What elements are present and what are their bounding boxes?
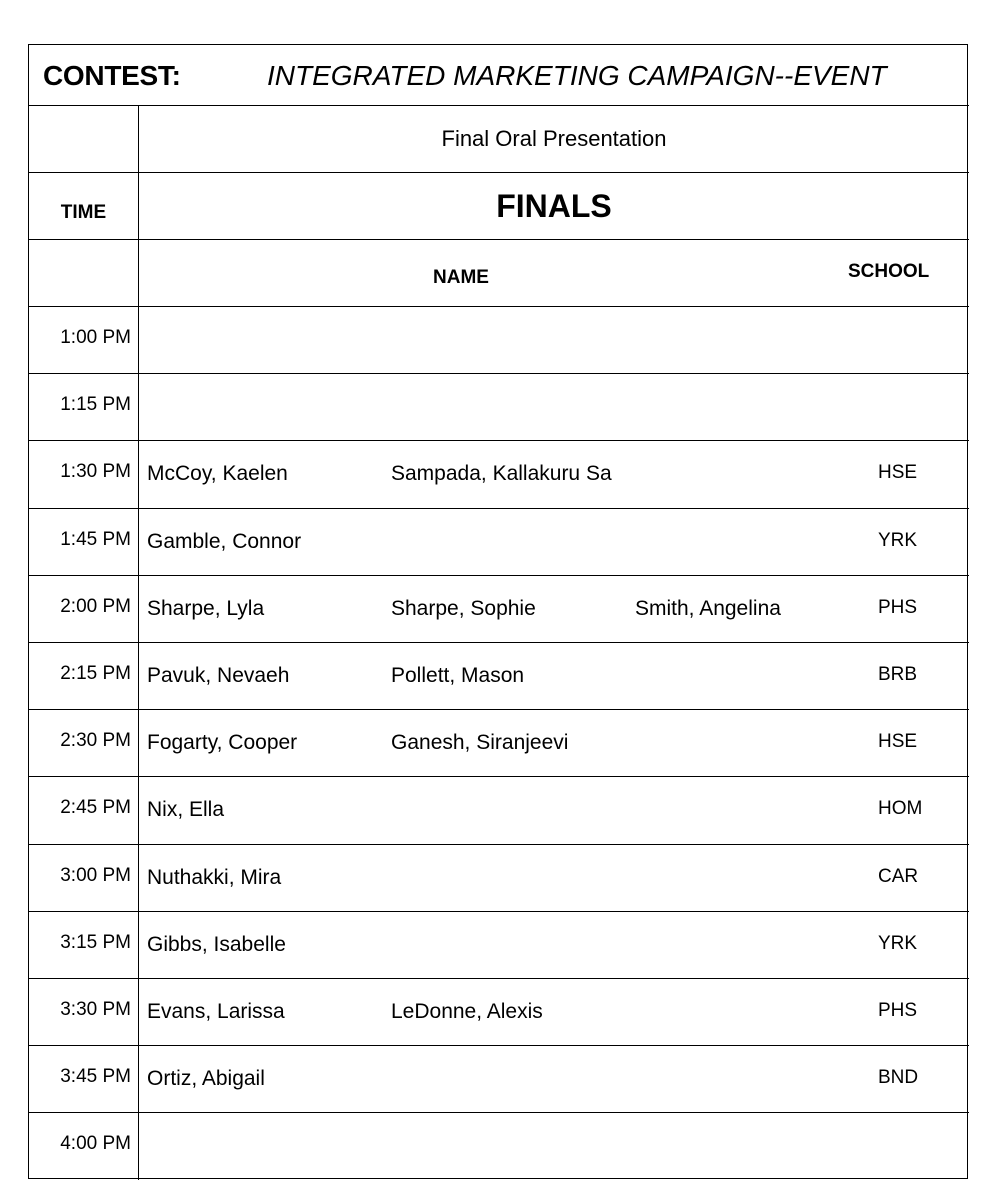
- slot-time: 1:30 PM: [60, 461, 131, 483]
- participant-name: Smith, Angelina: [635, 596, 781, 620]
- slot-time: 2:45 PM: [60, 797, 131, 819]
- schedule-row: [29, 912, 969, 979]
- participant-name: Sharpe, Lyla: [147, 596, 265, 620]
- school-code: BRB: [878, 664, 918, 685]
- participant-name: LeDonne, Alexis: [391, 1000, 543, 1023]
- participant-name: Gibbs, Isabelle: [147, 932, 286, 956]
- event-subtitle: Final Oral Presentation: [441, 126, 667, 151]
- participant-name: Gamble, Connor: [147, 529, 302, 553]
- school-code: HOM: [878, 798, 923, 820]
- round-row: [29, 173, 969, 240]
- schedule-row: [29, 1113, 969, 1180]
- participant-name: Sampada, Kallakuru Sa: [391, 462, 612, 486]
- contest-row: [29, 45, 969, 106]
- school-code: YRK: [878, 529, 918, 551]
- school-code: BND: [878, 1067, 919, 1089]
- slot-time: 2:30 PM: [60, 730, 131, 752]
- slot-time: 3:30 PM: [60, 999, 131, 1020]
- slot-time: 1:15 PM: [60, 394, 131, 416]
- schedule-row: [29, 307, 969, 374]
- school-code: HSE: [878, 462, 918, 484]
- slot-time: 2:00 PM: [60, 595, 131, 617]
- participant-name: McCoy, Kaelen: [147, 462, 288, 486]
- column-header-row: [29, 240, 969, 307]
- participant-name: Ganesh, Siranjeevi: [391, 731, 569, 755]
- subtitle-row: [29, 106, 969, 173]
- participant-name: Sharpe, Sophie: [391, 596, 536, 620]
- slot-time: 3:45 PM: [60, 1066, 131, 1088]
- slot-time: 2:15 PM: [60, 663, 131, 684]
- school-column-header: SCHOOL: [848, 261, 930, 282]
- round-title: FINALS: [496, 188, 612, 224]
- school-code: PHS: [878, 596, 918, 618]
- schedule-row: [29, 576, 969, 643]
- participant-name: Nix, Ella: [147, 798, 225, 822]
- schedule-row: [29, 643, 969, 710]
- slot-time: 3:00 PM: [60, 864, 131, 886]
- schedule-row: [29, 845, 969, 912]
- participant-name: Fogarty, Cooper: [147, 731, 298, 755]
- schedule-row: [29, 777, 969, 844]
- schedule-row: [29, 979, 969, 1046]
- slot-time: 1:45 PM: [60, 528, 131, 550]
- column-divider: [138, 106, 139, 1180]
- participant-name: Evans, Larissa: [147, 1000, 285, 1023]
- name-column-header: NAME: [433, 267, 489, 288]
- schedule-row: [29, 441, 969, 508]
- participant-name: Ortiz, Abigail: [147, 1067, 265, 1091]
- time-column-header: TIME: [60, 202, 107, 223]
- slot-time: 4:00 PM: [60, 1133, 131, 1155]
- school-code: YRK: [878, 932, 918, 954]
- schedule-row: [29, 1046, 969, 1113]
- participant-name: Pollett, Mason: [391, 664, 525, 687]
- schedule-row: [29, 509, 969, 576]
- school-code: CAR: [878, 865, 919, 887]
- contest-name: INTEGRATED MARKETING CAMPAIGN--EVENT: [267, 60, 887, 91]
- slot-time: 1:00 PM: [60, 327, 131, 348]
- slot-time: 3:15 PM: [60, 931, 131, 953]
- participant-name: Pavuk, Nevaeh: [147, 664, 290, 687]
- schedule-row: [29, 374, 969, 441]
- school-code: PHS: [878, 1000, 918, 1021]
- school-code: HSE: [878, 731, 918, 753]
- schedule-row: [29, 710, 969, 777]
- participant-name: Nuthakki, Mira: [147, 865, 282, 889]
- schedule-sheet: [28, 44, 968, 1179]
- contest-label: CONTEST:: [43, 60, 181, 91]
